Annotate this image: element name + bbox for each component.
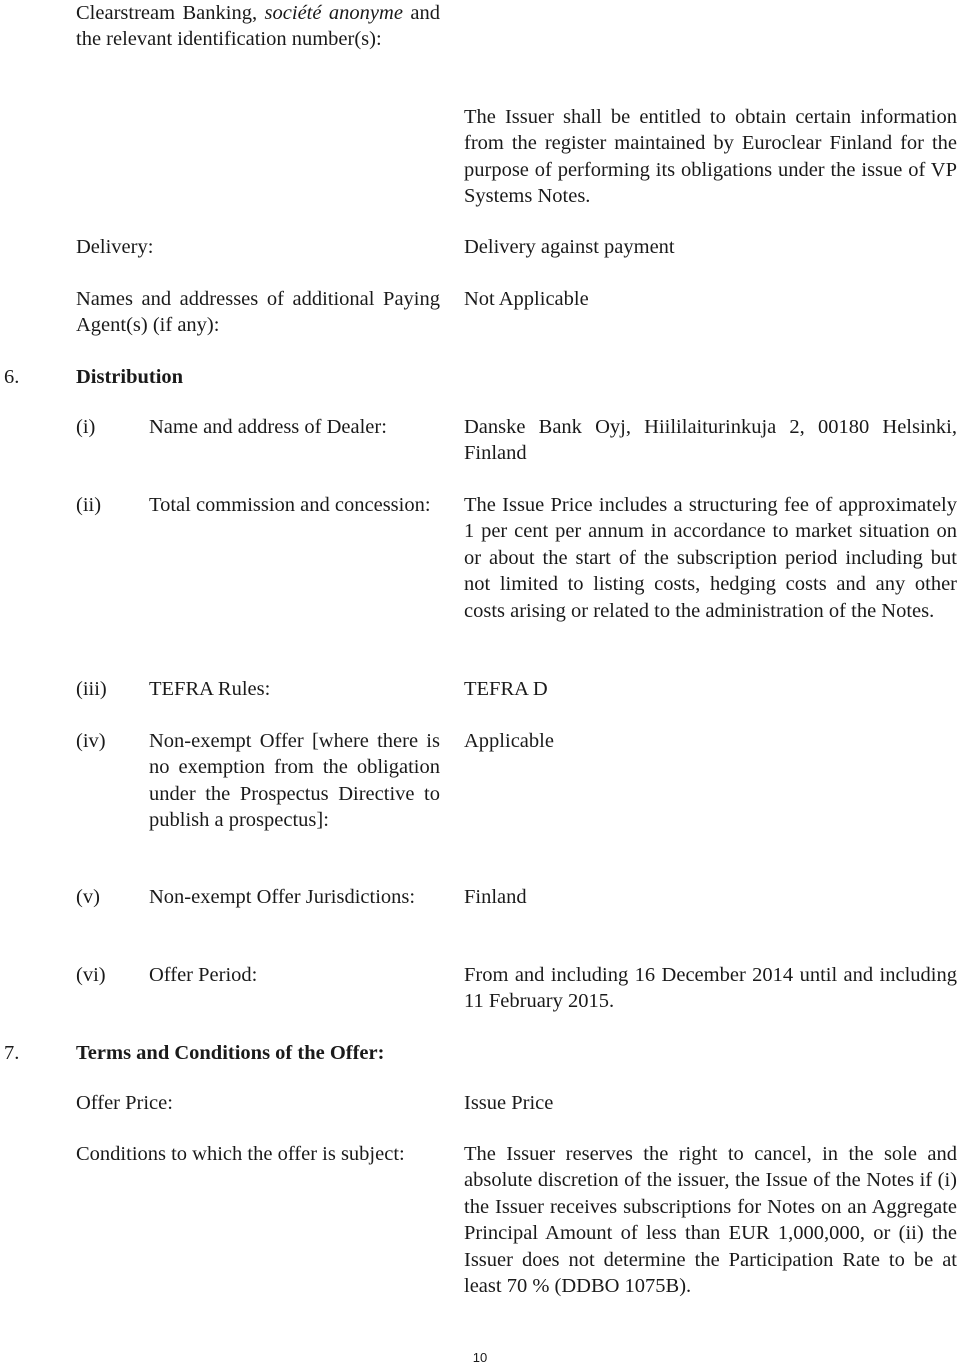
paying-agents-value: Not Applicable [464,288,589,310]
offer-period-label: Offer Period: [149,964,258,986]
clearing-label-prefix: Clearstream Banking, [76,2,265,24]
non-exempt-offer-label: Non-exempt Offer [where there is no exemption from the obligation under the Prospectus Directive to publish a prospectus]: [149,730,440,832]
offer-price-label: Offer Price: [76,1092,173,1114]
clearing-value: The Issuer shall be entitled to obtain certain information from the register maintained by Euroclear Finland for the purpose of performing its obligations under the issue of VP Systems Notes. [464,106,957,208]
non-exempt-offer-value: Applicable [464,730,554,752]
item-number: (v) [76,886,100,908]
item-number: (vi) [76,964,106,986]
conditions-value: The Issuer reserves the right to cancel, in the sole and absolute discretion of the issuer, the Issue of the Notes if (i) the Issuer receives subscriptions for Notes on an Aggregate Principal Amount of less than EUR 1,000,000, or (ii) the Issuer does not determine the Participation Rate to be at least 70 % (DDBO 1075B). [464,1143,957,1298]
tefra-value: TEFRA D [464,678,548,700]
section-7-number: 7. [4,1042,20,1064]
item-number: (iv) [76,730,106,752]
clearing-label-italic: société anonyme [264,2,403,24]
item-number: (ii) [76,494,102,516]
section-6-number: 6. [4,366,20,388]
delivery-label: Delivery: [76,236,154,258]
delivery-value: Delivery against payment [464,236,675,258]
commission-label: Total commission and concession: [149,494,431,516]
page-number: 10 [472,1350,488,1365]
jurisdictions-label: Non-exempt Offer Jurisdictions: [149,886,416,908]
section-6-title: Distribution [76,366,184,388]
clearing-label-suffix: and the relevant identification number(s): [76,2,440,51]
commission-value: The Issue Price includes a structuring fee of approximately 1 per cent per annum in accordance to market situation on or about the start of the subscription period including but not limited to listing costs, hedging costs and any other costs arising or related to the administration of the Notes. [464,494,957,622]
tefra-label: TEFRA Rules: [149,678,271,700]
paying-agents-label: Names and addresses of additional Paying Agent(s) (if any): [76,288,440,337]
item-number: (iii) [76,678,107,700]
item-number: (i) [76,416,96,438]
clearing-label [76,0,440,53]
section-7-title: Terms and Conditions of the Offer: [76,1042,385,1064]
jurisdictions-value: Finland [464,886,527,908]
conditions-label: Conditions to which the offer is subject: [76,1143,405,1165]
dealer-label: Name and address of Dealer: [149,416,387,438]
offer-price-value: Issue Price [464,1092,554,1114]
dealer-value: Danske Bank Oyj, Hiililaiturinkuja 2, 00180 Helsinki, Finland [464,416,957,465]
offer-period-value: From and including 16 December 2014 until and including 11 February 2015. [464,964,957,1013]
